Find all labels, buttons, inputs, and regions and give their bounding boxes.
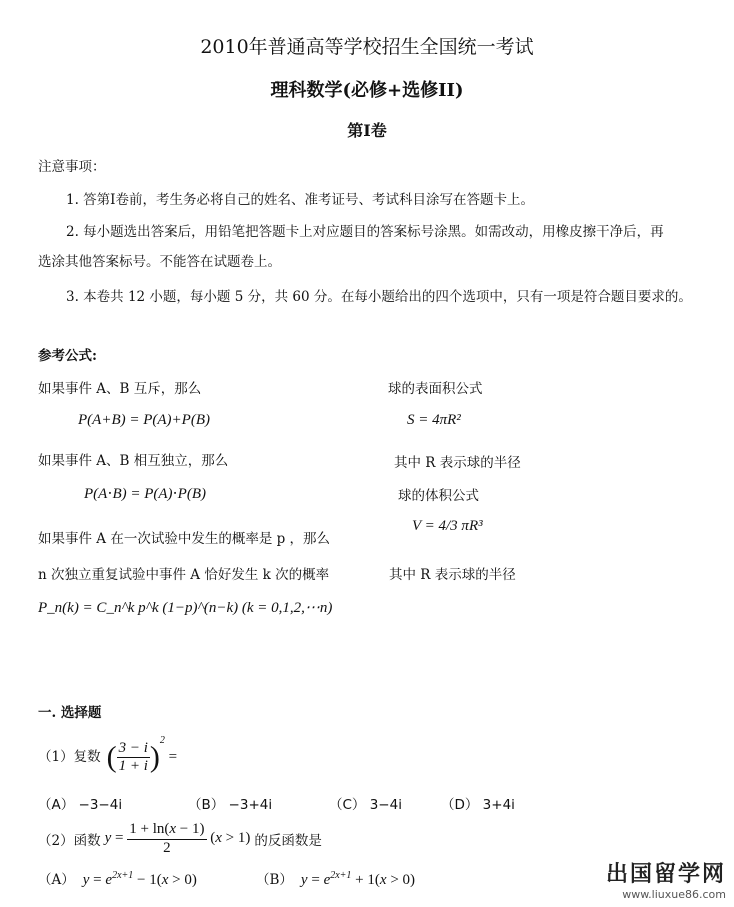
q1-option-c: （C） 3−4i <box>329 797 402 813</box>
repeated-trials-label: n 次独立重复试验中事件 A 恰好发生 k 次的概率 <box>38 567 330 583</box>
notice-item-1: 1. 答第I卷前，考生务必将自己的姓名、准考证号、考试科目涂写在答题卡上。 <box>66 192 535 208</box>
event-probability-label: 如果事件 A 在一次试验中发生的概率是 p ，那么 <box>38 531 331 547</box>
notice-item-2-line-2: 选涂其他答案标号。不能答在试题卷上。 <box>38 254 281 270</box>
watermark-url: www.liuxue86.com <box>622 888 726 901</box>
sphere-volume-formula: V = 4/3 πR³ <box>412 518 483 534</box>
exclusive-events-label: 如果事件 A、B 互斥，那么 <box>38 381 202 397</box>
section-heading: 一. 选择题 <box>38 705 102 721</box>
exclusive-events-formula: P(A+B) = P(A)+P(B) <box>78 412 210 428</box>
q1-option-b: （B） −3+4i <box>188 797 273 813</box>
q2-option-a <box>38 868 197 889</box>
question-1-prefix: （1）复数 <box>38 749 101 765</box>
question-2-suffix: 的反函数是 <box>254 833 322 849</box>
q2-option-a-label: （A） <box>38 872 75 888</box>
independent-events-label: 如果事件 A、B 相互独立，那么 <box>38 453 229 469</box>
exam-title: 2010年普通高等学校招生全国统一考试 <box>200 36 534 58</box>
question-1-expression: ( $\frac{3 - i}{1 + i}$ )$^2$ = <box>106 734 178 774</box>
volume-label: 第I卷 <box>347 121 387 140</box>
radius-note-2: 其中 R 表示球的半径 <box>389 567 516 583</box>
notice-item-2-line-1: 2. 每小题选出答案后，用铅笔把答题卡上对应题目的答案标号涂黑。如需改动，用橡皮擦干净后，再 <box>66 224 664 240</box>
sphere-area-formula: S = 4πR² <box>407 412 461 428</box>
watermark <box>606 857 726 901</box>
q2-option-b-label: （B） <box>256 872 293 888</box>
q1-option-a: （A） −3−4i <box>38 797 123 813</box>
q2-option-b <box>256 868 415 889</box>
notice-item-3: 3. 本卷共 12 小题，每小题 5 分，共 60 分。在每小题给出的四个选项中，只有一项是符合题目要求的。 <box>66 289 692 305</box>
q2-option-a-formula: $y = e^{2x+1} - 1(x > 0)$ <box>82 870 197 888</box>
q2-option-b-formula: $y = e^{2x+1} + 1(x > 0)$ <box>300 870 416 888</box>
exam-subtitle: 理科数学(必修+选修II) <box>270 80 464 101</box>
question-2-expression: y = $\frac{1 + \ln(x - 1)}{2}$ (x > 1) <box>104 821 251 856</box>
binomial-formula: P_n(k) = C_n^k p^k (1−p)^(n−k) (k = 0,1,2,⋯n) <box>38 600 333 616</box>
question-2-prefix: （2）函数 <box>38 833 101 849</box>
question-1 <box>38 733 177 777</box>
notice-heading: 注意事项： <box>38 159 106 175</box>
sphere-area-label: 球的表面积公式 <box>388 381 483 397</box>
radius-note-1: 其中 R 表示球的半径 <box>394 455 521 471</box>
formulas-heading: 参考公式: <box>38 348 97 364</box>
watermark-logo: 出国留学网 <box>605 862 726 887</box>
independent-events-formula: P(A⋅B) = P(A)⋅P(B) <box>84 486 206 502</box>
question-2 <box>38 817 322 861</box>
q1-option-d: （D） 3+4i <box>441 797 515 813</box>
sphere-volume-label: 球的体积公式 <box>398 488 479 504</box>
